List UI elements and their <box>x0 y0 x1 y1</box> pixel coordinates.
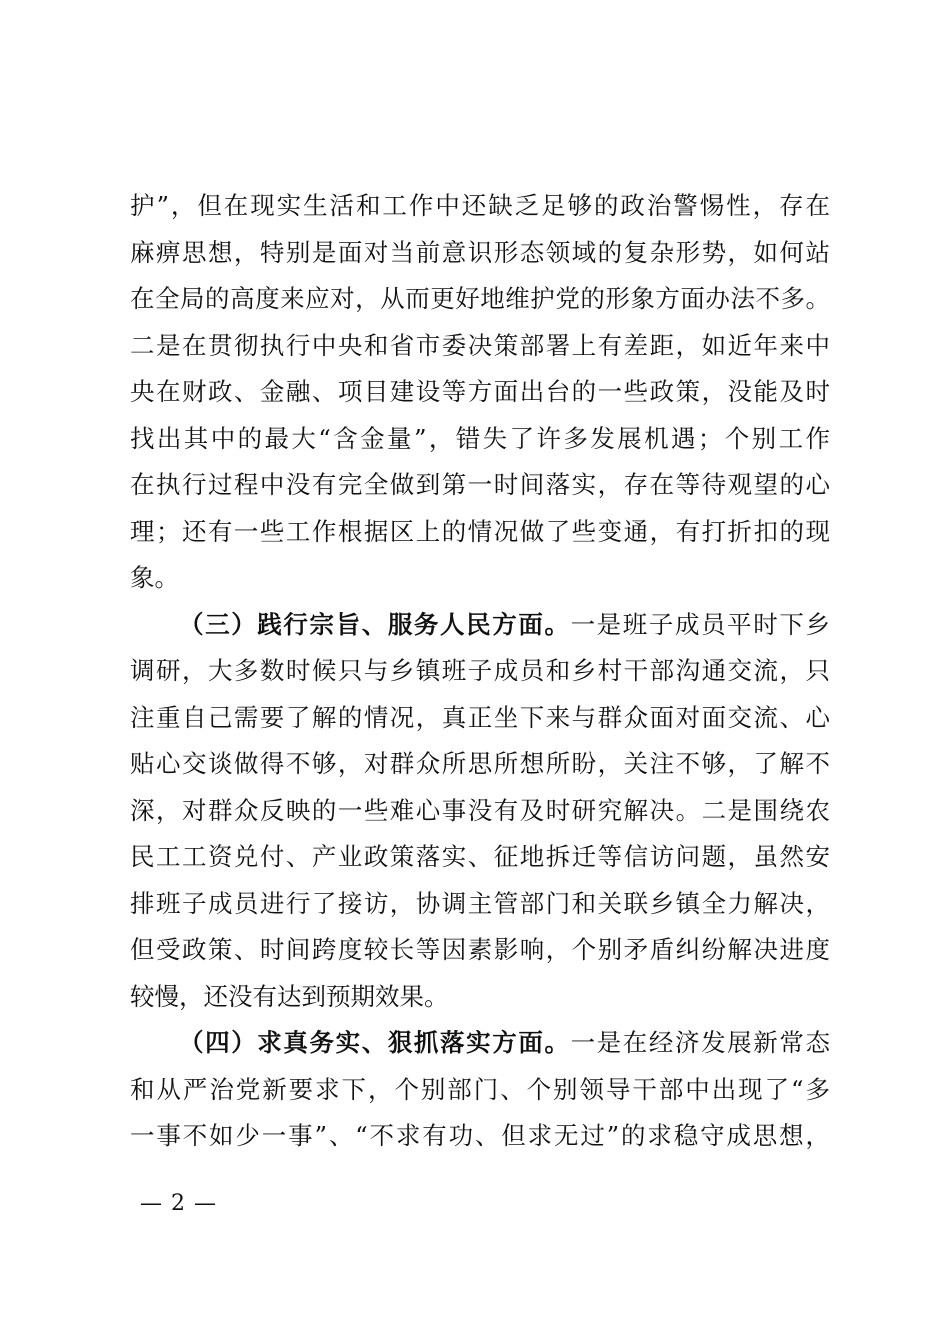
text-line: 贴心交谈做得不够，对群众所思所想所盼，关注不够，了解不 <box>130 749 830 778</box>
paragraph-section-4 <box>130 1020 830 1160</box>
text-line <box>130 1020 830 1067</box>
text-line: 较慢，还没有达到预期效果。 <box>130 981 449 1011</box>
section-heading-4: （四）求真务实、狠抓落实方面。 <box>179 1028 571 1057</box>
text-line: 调研，大多数时候只与乡镇班子成员和乡村干部沟通交流，只 <box>130 656 830 685</box>
text-line: 和从严治党新要求下，个别部门、个别领导干部中出现了“多 <box>130 1074 830 1104</box>
document-body <box>130 183 830 1160</box>
text-line: 找出其中的最大“含金量”，错失了许多发展机遇；个别工作 <box>130 423 830 453</box>
text-line: 一事不如少一事”、“不求有功、但求无过”的求稳守成思想， <box>130 1121 830 1150</box>
text-line: 理；还有一些工作根据区上的情况做了些变通，有打折扣的现 <box>130 516 830 546</box>
text-line: 排班子成员进行了接访，协调主管部门和关联乡镇全力解决， <box>130 888 830 918</box>
page-number: — 2 — <box>140 1191 217 1216</box>
text-run: 一是在经济发展新常态 <box>570 1028 830 1057</box>
text-line: 护”，但在现实生活和工作中还缺乏足够的政治警惕性，存在 <box>130 191 830 220</box>
text-line: 深，对群众反映的一些难心事没有及时研究解决。二是围绕农 <box>130 795 830 825</box>
section-heading-3: （三）践行宗旨、服务人民方面。 <box>179 609 571 639</box>
text-line: 象。 <box>130 563 179 592</box>
text-line: 二是在贯彻执行中央和省市委决策部署上有差距，如近年来中 <box>130 330 830 360</box>
text-run: 一是班子成员平时下乡 <box>570 609 830 639</box>
text-line: 麻痹思想，特别是面对当前意识形态领域的复杂形势，如何站 <box>130 237 830 267</box>
paragraph-continued <box>130 183 830 602</box>
text-line <box>130 602 830 649</box>
text-line: 在全局的高度来应对，从而更好地维护党的形象方面办法不多。 <box>130 284 830 313</box>
text-line: 民工工资兑付、产业政策落实、征地拆迁等信访问题，虽然安 <box>130 842 830 871</box>
text-line: 在执行过程中没有完全做到第一时间落实，存在等待观望的心 <box>130 470 830 499</box>
text-line: 央在财政、金融、项目建设等方面出台的一些政策，没能及时 <box>130 377 830 406</box>
text-line: 但受政策、时间跨度较长等因素影响，个别矛盾纠纷解决进度 <box>130 935 830 964</box>
text-line: 注重自己需要了解的情况，真正坐下来与群众面对面交流、心 <box>130 702 830 732</box>
paragraph-section-3 <box>130 602 830 1021</box>
